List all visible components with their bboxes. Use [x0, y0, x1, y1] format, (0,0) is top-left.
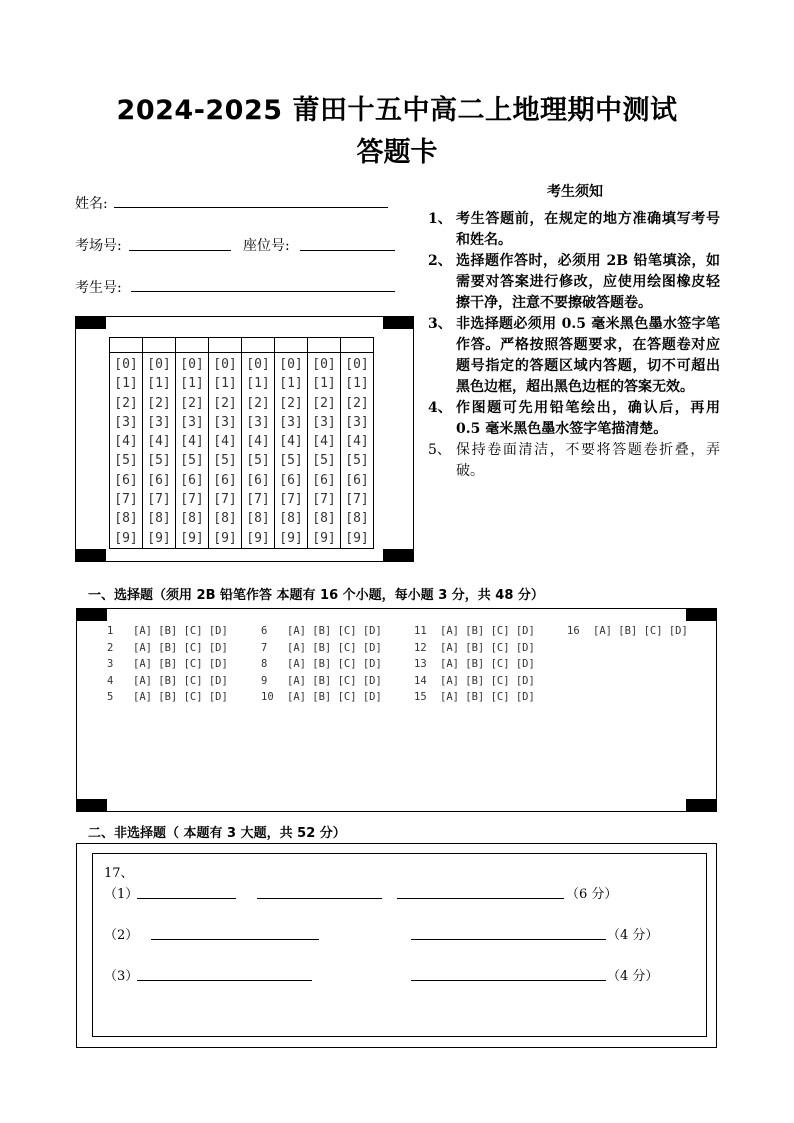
choice-question-row	[107, 691, 228, 708]
id-digit-bubble[interactable]: [9]	[147, 530, 171, 546]
section1-heading: 一、选择题（须用 2B 铅笔作答 本题有 16 个小题，每小题 3 分，共 48 分）	[88, 588, 544, 603]
id-digit-column	[242, 353, 275, 549]
id-digit-bubble[interactable]: [0]	[312, 357, 336, 372]
id-digit-bubble[interactable]: [9]	[213, 530, 237, 546]
id-digit-column	[341, 353, 374, 549]
id-digit-bubble[interactable]: [3]	[147, 414, 171, 430]
exam-room-field[interactable]	[129, 250, 231, 251]
id-digit-bubble[interactable]: [2]	[246, 395, 270, 411]
answer-bubbles[interactable]: [A] [B] [C] [D]	[440, 641, 535, 654]
notice-list	[428, 209, 720, 482]
question-number: 8	[261, 658, 268, 670]
choice-column	[567, 625, 688, 642]
q17-part3-answer-line[interactable]	[411, 980, 606, 981]
id-digit-bubble[interactable]: [5]	[114, 453, 138, 469]
id-digit-bubble[interactable]: [2]	[213, 395, 237, 411]
page-title: 2024-2025 莆田十五中高二上地理期中测试	[116, 95, 678, 126]
question-number: 3	[107, 658, 114, 670]
notice-item: 1、 考生答题前，在规定的地方准确填写考号和姓名。	[428, 211, 720, 248]
seat-field[interactable]	[300, 250, 395, 251]
id-digit-bubble[interactable]: [5]	[213, 453, 237, 469]
choice-question-row	[414, 642, 535, 659]
question-number: 11	[414, 625, 427, 637]
id-digit-bubble[interactable]: [6]	[279, 472, 303, 488]
id-digit-bubble[interactable]: [2]	[279, 395, 303, 411]
id-digit-bubble[interactable]: [6]	[246, 472, 270, 488]
question-number: 13	[414, 658, 427, 670]
id-digit-bubble[interactable]: [4]	[246, 434, 270, 450]
id-digit-bubble[interactable]: [3]	[246, 414, 270, 430]
id-digit-bubble[interactable]: [7]	[213, 492, 237, 508]
id-digit-write-cell[interactable]	[110, 338, 143, 353]
id-digit-bubble[interactable]: [0]	[147, 357, 171, 372]
id-digit-bubble[interactable]: [1]	[114, 376, 138, 392]
id-digit-bubble[interactable]: [3]	[114, 414, 138, 430]
id-digit-bubble[interactable]: [4]	[180, 434, 204, 450]
id-digit-bubble[interactable]: [8]	[180, 511, 204, 527]
id-digit-bubble[interactable]: [7]	[279, 492, 303, 508]
id-digit-bubble[interactable]: [1]	[246, 376, 270, 392]
id-digit-bubble[interactable]: [0]	[246, 357, 270, 372]
id-digit-bubble[interactable]: [6]	[213, 472, 237, 488]
notice-title: 考生须知	[547, 184, 603, 200]
id-digit-bubble[interactable]: [1]	[180, 376, 204, 392]
id-digit-write-cell[interactable]	[308, 338, 341, 353]
id-digit-bubble[interactable]: [0]	[180, 357, 204, 372]
id-digit-bubble[interactable]: [2]	[114, 395, 138, 411]
page-subtitle: 答题卡	[356, 137, 438, 168]
id-digit-bubble[interactable]: [2]	[180, 395, 204, 411]
choice-question-row	[414, 658, 535, 675]
id-digit-bubble[interactable]: [3]	[312, 414, 336, 430]
exam-room-label: 考场号:	[75, 238, 122, 254]
id-digit-bubble[interactable]: [8]	[147, 511, 171, 527]
id-digit-bubble[interactable]: [0]	[279, 357, 303, 372]
choice-question-row	[107, 675, 228, 692]
question-number: 9	[261, 674, 268, 687]
choice-question-row	[567, 625, 688, 642]
id-digit-bubble[interactable]: [0]	[114, 357, 138, 372]
answer-bubbles[interactable]: [A] [B] [C] [D]	[287, 691, 382, 703]
corner-mark	[383, 549, 413, 561]
q17-part2-answer-line[interactable]	[411, 939, 606, 940]
q17-part2-score: （4 分）	[607, 928, 659, 943]
q17-part3-answer-line[interactable]	[137, 980, 312, 981]
choice-column	[107, 625, 228, 708]
question-number: 12	[414, 641, 427, 654]
corner-mark	[76, 317, 106, 329]
id-digit-write-cell[interactable]	[176, 338, 209, 353]
id-digit-bubble[interactable]: [1]	[345, 376, 369, 392]
id-digit-bubble[interactable]: [8]	[246, 511, 270, 527]
id-digit-bubble[interactable]: [7]	[312, 492, 336, 508]
answer-bubbles[interactable]: [A] [B] [C] [D]	[440, 674, 535, 687]
id-digit-bubble[interactable]: [1]	[279, 376, 303, 392]
name-field[interactable]	[114, 207, 388, 208]
answer-bubbles[interactable]: [A] [B] [C] [D]	[440, 658, 535, 670]
choice-question-row	[414, 625, 535, 642]
q17-part3-label: （3）	[104, 969, 139, 984]
id-digit-column	[308, 353, 341, 549]
seat-label: 座位号:	[243, 238, 290, 254]
choice-question-row	[261, 625, 382, 642]
id-digit-bubble[interactable]: [4]	[345, 434, 369, 450]
answer-bubbles[interactable]: [A] [B] [C] [D]	[440, 691, 535, 703]
id-digit-bubble[interactable]: [5]	[246, 453, 270, 469]
id-digit-column	[110, 353, 143, 549]
question-number: 6	[261, 625, 268, 637]
corner-mark	[383, 317, 413, 329]
question-number: 5	[107, 691, 114, 703]
id-digit-bubble[interactable]: [6]	[312, 472, 336, 488]
corner-mark	[686, 799, 716, 811]
id-digit-bubble[interactable]: [4]	[312, 434, 336, 450]
q17-part1-label: （1）	[104, 887, 139, 902]
choice-column	[414, 625, 535, 708]
id-digit-write-cell[interactable]	[341, 338, 374, 353]
answer-bubbles[interactable]: [A] [B] [C] [D]	[287, 641, 382, 654]
student-id-grid	[109, 337, 374, 549]
notice-item: 3、 非选择题必须用 0.5 毫米黑色墨水签字笔作答。严格按照答题要求，在答题卷对应题号指定的答题区域内答题，切不可超出黑色边框，超出黑色边框的答案无效。	[428, 316, 720, 395]
choice-question-row	[261, 658, 382, 675]
notice-item: 2、 选择题作答时，必须用 2B 铅笔填涂，如需要对答案进行修改，应使用绘图橡皮轻擦干净，注意不要擦破答题卷。	[428, 253, 720, 311]
question-number: 16	[567, 625, 580, 637]
student-number-field[interactable]	[131, 291, 395, 292]
id-digit-bubble[interactable]: [1]	[312, 376, 336, 392]
question-number: 7	[261, 641, 268, 654]
notice-item: 4、 作图题可先用铅笔绘出，确认后，再用 0.5 毫米黑色墨水签字笔描清楚。	[428, 400, 720, 437]
id-digit-bubble[interactable]: [8]	[345, 511, 369, 527]
id-digit-write-cell[interactable]	[209, 338, 242, 353]
id-digit-bubble[interactable]: [5]	[279, 453, 303, 469]
student-number-label: 考生号:	[75, 280, 122, 296]
id-digit-bubble[interactable]: [1]	[213, 376, 237, 392]
answer-bubbles[interactable]: [A] [B] [C] [D]	[287, 674, 382, 687]
choice-column	[261, 625, 382, 708]
choice-question-row	[261, 675, 382, 692]
id-digit-column	[176, 353, 209, 549]
question-17-label: 17、	[104, 866, 134, 881]
id-digit-bubble[interactable]: [0]	[213, 357, 237, 372]
corner-mark	[77, 799, 107, 811]
q17-part2-answer-line[interactable]	[151, 939, 319, 940]
id-digit-bubble[interactable]: [6]	[180, 472, 204, 488]
id-digit-bubble[interactable]: [8]	[312, 511, 336, 527]
id-digit-bubble[interactable]: [2]	[345, 395, 369, 411]
q17-part1-answer-line[interactable]	[137, 898, 236, 899]
name-label: 姓名:	[75, 196, 108, 212]
choice-question-row	[414, 691, 535, 708]
id-digit-bubble[interactable]: [4]	[114, 434, 138, 450]
q17-part1-score: （6 分）	[566, 887, 618, 902]
id-digit-column	[275, 353, 308, 549]
question-number: 2	[107, 641, 114, 654]
choice-question-row	[107, 625, 228, 642]
q17-part1-answer-line[interactable]	[397, 898, 564, 899]
id-digit-bubble[interactable]: [4]	[147, 434, 171, 450]
q17-part1-answer-line[interactable]	[257, 898, 382, 899]
id-digit-bubble[interactable]: [9]	[345, 530, 369, 546]
id-digit-bubble[interactable]: [0]	[345, 357, 369, 372]
section2-heading: 二、非选择题（ 本题有 3 大题，共 52 分）	[88, 826, 346, 841]
student-id-box	[75, 316, 414, 562]
question-number: 10	[261, 691, 274, 703]
id-digit-bubble[interactable]: [7]	[180, 492, 204, 508]
id-digit-bubble[interactable]: [3]	[279, 414, 303, 430]
question-number: 1	[107, 625, 114, 637]
answer-bubbles[interactable]: [A] [B] [C] [D]	[133, 674, 228, 687]
id-digit-write-cell[interactable]	[143, 338, 176, 353]
question-17-box	[92, 853, 707, 1037]
choice-question-row	[261, 691, 382, 708]
id-digit-bubble[interactable]: [8]	[279, 511, 303, 527]
id-digit-bubble[interactable]: [5]	[312, 453, 336, 469]
question-number: 4	[107, 674, 114, 687]
corner-mark	[76, 549, 106, 561]
id-digit-bubble[interactable]: [7]	[246, 492, 270, 508]
corner-mark	[686, 609, 716, 621]
choice-question-row	[107, 642, 228, 659]
id-digit-bubble[interactable]: [4]	[279, 434, 303, 450]
id-digit-bubble[interactable]: [5]	[345, 453, 369, 469]
id-digit-bubble[interactable]: [1]	[147, 376, 171, 392]
id-digit-bubble[interactable]: [7]	[114, 492, 138, 508]
id-digit-bubble[interactable]: [7]	[147, 492, 171, 508]
answer-bubbles[interactable]: [A] [B] [C] [D]	[440, 625, 535, 637]
answer-bubbles[interactable]: [A] [B] [C] [D]	[287, 658, 382, 670]
id-digit-bubble[interactable]: [2]	[147, 395, 171, 411]
answer-bubbles[interactable]: [A] [B] [C] [D]	[593, 625, 688, 637]
answer-bubbles[interactable]: [A] [B] [C] [D]	[133, 658, 228, 670]
id-digit-bubble[interactable]: [6]	[114, 472, 138, 488]
notice-item: 5、 保持卷面清洁，不要将答题卷折叠，弄破。	[428, 442, 720, 479]
q17-part2-label: （2）	[104, 928, 139, 943]
question-number: 14	[414, 674, 427, 687]
question-number: 15	[414, 691, 427, 703]
choice-question-row	[261, 642, 382, 659]
answer-bubbles[interactable]: [A] [B] [C] [D]	[133, 625, 228, 637]
id-digit-bubble[interactable]: [6]	[147, 472, 171, 488]
id-digit-bubble[interactable]: [3]	[180, 414, 204, 430]
multiple-choice-box	[76, 608, 717, 812]
answer-bubbles[interactable]: [A] [B] [C] [D]	[287, 625, 382, 637]
id-digit-bubble[interactable]: [4]	[213, 434, 237, 450]
id-digit-bubble[interactable]: [9]	[114, 530, 138, 546]
choice-question-row	[414, 675, 535, 692]
id-digit-bubble[interactable]: [9]	[279, 530, 303, 546]
answer-bubbles[interactable]: [A] [B] [C] [D]	[133, 641, 228, 654]
answer-bubbles[interactable]: [A] [B] [C] [D]	[133, 691, 228, 703]
id-digit-write-cell[interactable]	[242, 338, 275, 353]
id-digit-bubble[interactable]: [2]	[312, 395, 336, 411]
id-digit-bubble[interactable]: [6]	[345, 472, 369, 488]
id-digit-bubble[interactable]: [3]	[345, 414, 369, 430]
id-digit-bubble[interactable]: [8]	[213, 511, 237, 527]
id-digit-bubble[interactable]: [9]	[312, 530, 336, 546]
id-digit-bubble[interactable]: [5]	[147, 453, 171, 469]
id-digit-bubble[interactable]: [7]	[345, 492, 369, 508]
id-digit-column	[143, 353, 176, 549]
id-digit-bubble[interactable]: [9]	[180, 530, 204, 546]
id-digit-bubble[interactable]: [5]	[180, 453, 204, 469]
corner-mark	[77, 609, 107, 621]
q17-part3-score: （4 分）	[607, 969, 659, 984]
id-digit-bubble[interactable]: [3]	[213, 414, 237, 430]
id-digit-column	[209, 353, 242, 549]
id-digit-bubble[interactable]: [9]	[246, 530, 270, 546]
id-digit-bubble[interactable]: [8]	[114, 511, 138, 527]
id-digit-write-cell[interactable]	[275, 338, 308, 353]
choice-question-row	[107, 658, 228, 675]
